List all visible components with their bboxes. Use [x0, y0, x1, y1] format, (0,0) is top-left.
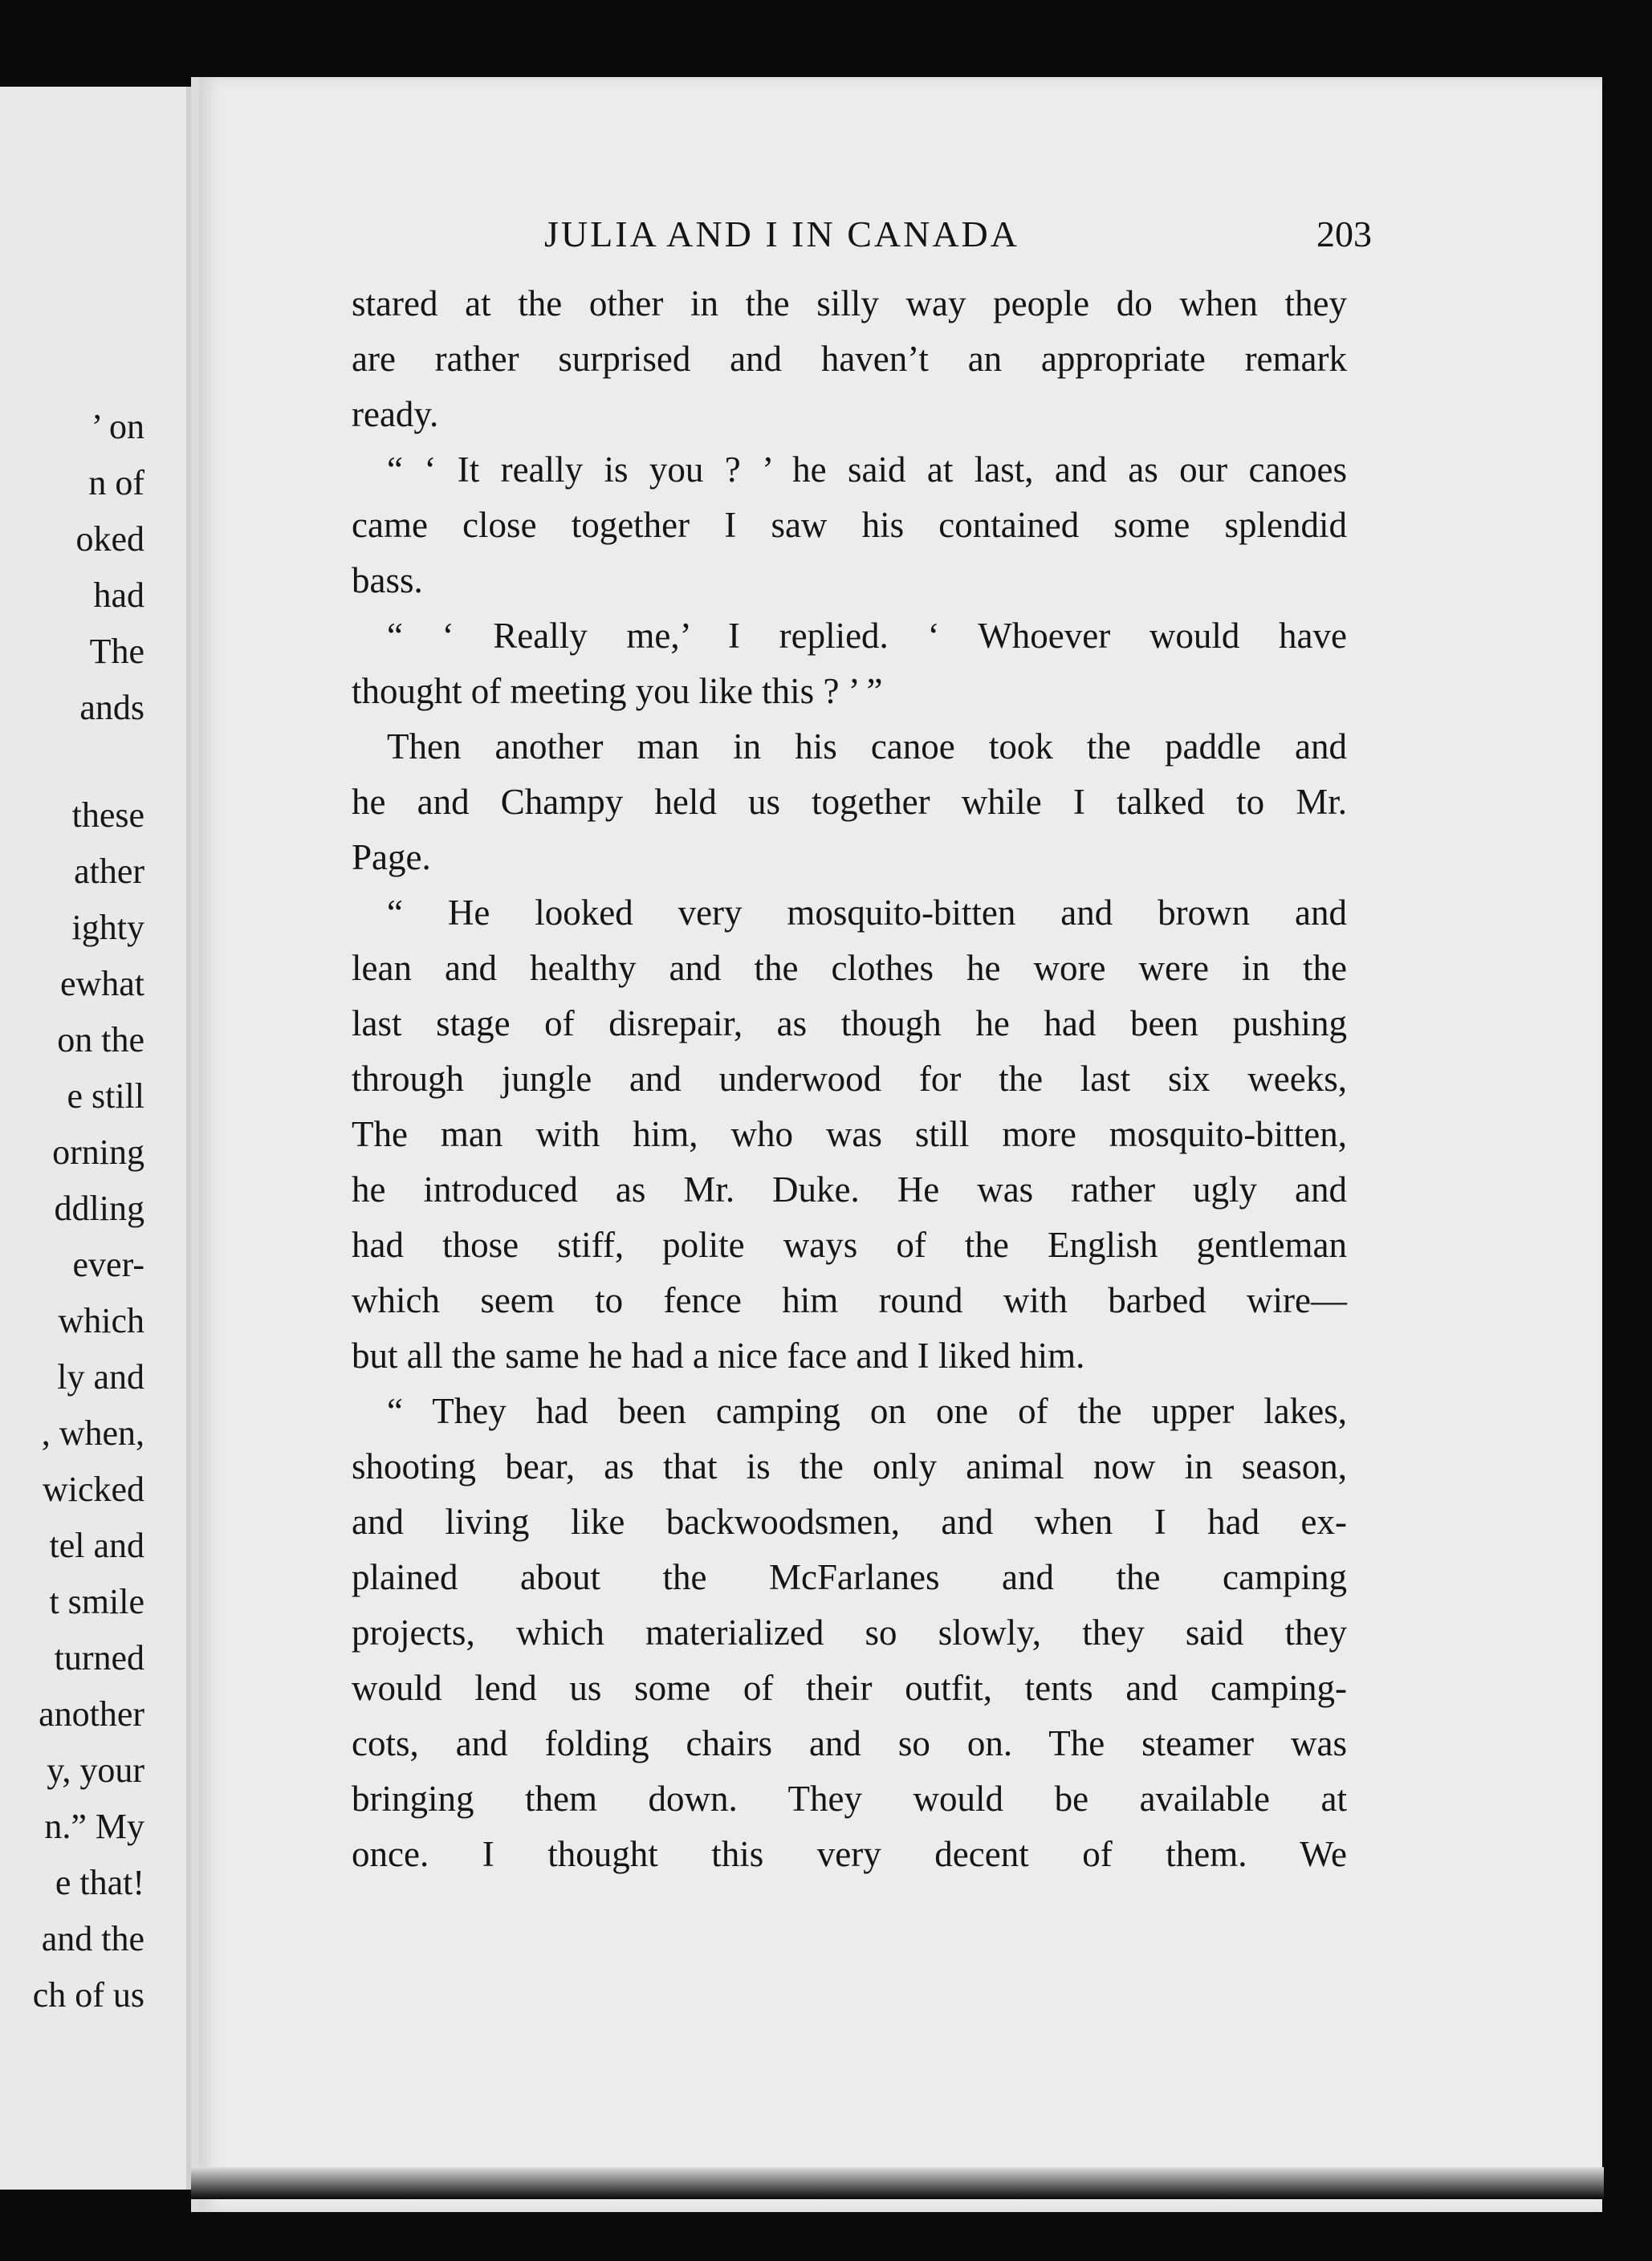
running-title: JULIA AND I IN CANADA	[544, 213, 1019, 254]
text-line: are rather surprised and haven’t an appropriate remark	[352, 339, 1347, 379]
text-line: he and Champy held us together while I talked to Mr.	[352, 782, 1347, 822]
text-line: thought of meeting you like this ? ’ ”	[352, 671, 883, 711]
left-line: ly and	[57, 1357, 144, 1397]
left-line: turned	[54, 1638, 144, 1677]
text-line: and living like backwoodsmen, and when I had ex-	[352, 1502, 1347, 1542]
text-line: but all the same he had a nice face and I liked him.	[352, 1336, 1085, 1376]
text-line: last stage of disrepair, as though he had been pushing	[352, 1003, 1347, 1043]
text-line: “ ‘ It really is you ? ’ he said at last, and as our canoes	[387, 449, 1347, 490]
text-line: “ ‘ Really me,’ I replied. ‘ Whoever would have	[387, 616, 1347, 656]
body-text	[352, 276, 1347, 2058]
left-line: had	[93, 575, 144, 615]
left-line: another	[39, 1694, 144, 1734]
text-line: projects, which materialized so slowly, they said they	[352, 1612, 1347, 1653]
text-line: through jungle and underwood for the last six weeks,	[352, 1059, 1347, 1099]
left-line: these	[71, 795, 144, 835]
text-line: plained about the McFarlanes and the camping	[352, 1557, 1347, 1597]
left-line: ddling	[54, 1189, 144, 1228]
left-line: ighty	[71, 908, 144, 947]
left-line: e that!	[55, 1863, 144, 1902]
left-line: t smile	[49, 1582, 144, 1621]
right-page	[191, 77, 1602, 2212]
left-line: The	[89, 632, 144, 671]
left-line: and the	[41, 1919, 144, 1958]
text-line: once. I thought this very decent of them. We	[352, 1834, 1347, 1874]
left-line: orning	[52, 1133, 144, 1172]
text-line: Then another man in his canoe took the paddle and	[387, 726, 1347, 767]
text-line: The man with him, who was still more mosquito-bitten,	[352, 1114, 1347, 1154]
left-page-text	[0, 87, 186, 2190]
text-line: bass.	[352, 560, 423, 600]
text-line: would lend us some of their outfit, tents and camping-	[352, 1668, 1347, 1708]
text-line: shooting bear, as that is the only animal now in season,	[352, 1446, 1347, 1486]
text-line: “ They had been camping on one of the upper lakes,	[387, 1391, 1347, 1431]
text-line: lean and healthy and the clothes he wore were in the	[352, 948, 1347, 988]
left-line: ewhat	[59, 964, 144, 1003]
text-line: bringing them down. They would be available at	[352, 1779, 1347, 1819]
text-line: had those stiff, polite ways of the English gentleman	[352, 1225, 1347, 1265]
page-bottom-edge	[191, 2167, 1604, 2199]
left-line: tel and	[49, 1526, 144, 1565]
text-line: Page.	[352, 837, 431, 877]
page-number: 203	[1316, 213, 1372, 254]
left-line: n of	[88, 463, 144, 502]
left-line: wicked	[42, 1470, 144, 1509]
left-line: , when,	[41, 1413, 144, 1453]
left-line: ch of us	[32, 1975, 144, 2015]
text-line: “ He looked very mosquito-bitten and brown and	[387, 893, 1347, 933]
text-line: ready.	[352, 394, 439, 434]
left-line: ’ on	[91, 407, 144, 446]
text-line: stared at the other in the silly way people do when they	[352, 283, 1347, 323]
left-line: on the	[57, 1020, 144, 1059]
text-line: cots, and folding chairs and so on. The steamer was	[352, 1723, 1347, 1763]
left-line: ands	[79, 688, 144, 727]
left-line: e still	[67, 1076, 144, 1116]
text-line: which seem to fence him round with barbed wire—	[352, 1280, 1347, 1320]
left-line: y, your	[47, 1751, 144, 1790]
left-line: which	[58, 1301, 144, 1340]
text-line: came close together I saw his contained some splendid	[352, 505, 1347, 545]
left-line: ever-	[72, 1245, 144, 1284]
left-line: n.” My	[44, 1807, 144, 1846]
page-header	[544, 210, 1443, 258]
left-line: oked	[75, 519, 144, 559]
left-page-fragment	[0, 87, 191, 2190]
left-line: ather	[74, 852, 144, 891]
text-line: he introduced as Mr. Duke. He was rather ugly and	[352, 1169, 1347, 1210]
